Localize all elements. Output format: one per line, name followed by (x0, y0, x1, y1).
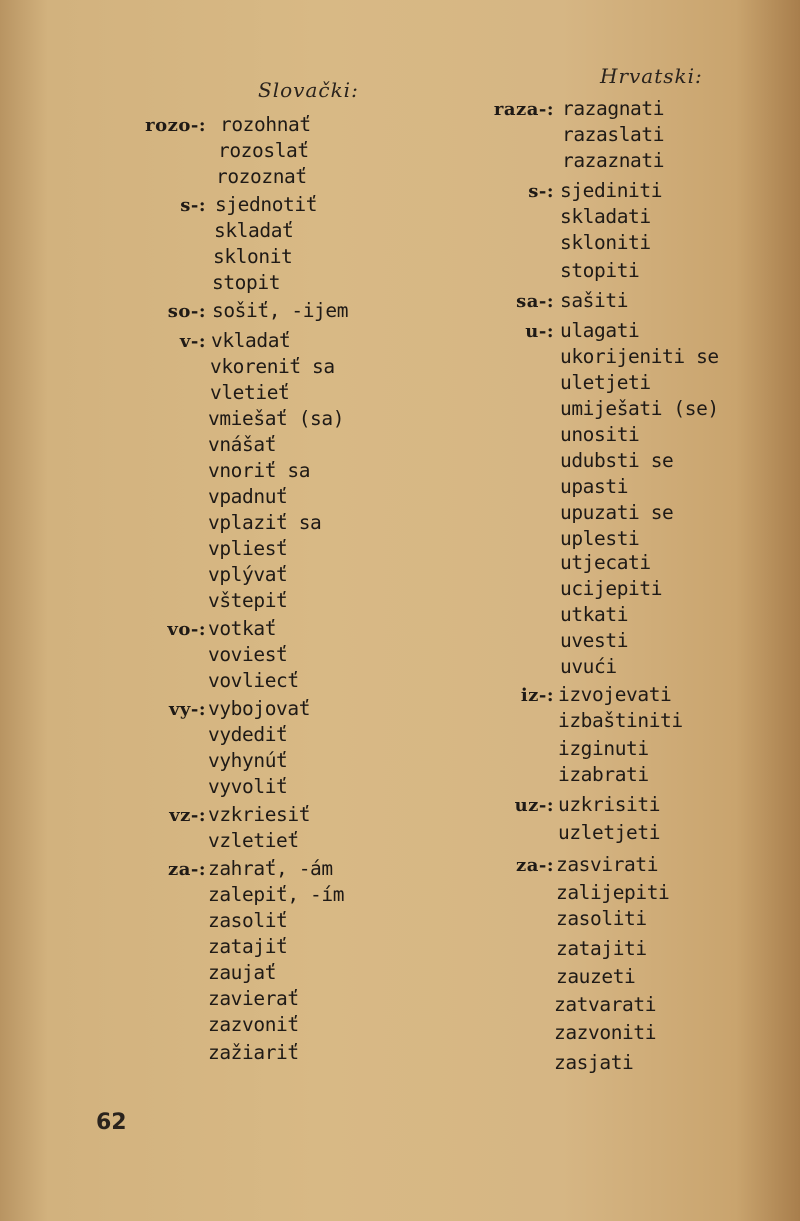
slovak-word: zazvoniť (208, 1013, 299, 1036)
slovak-word: vybojovať (208, 697, 311, 720)
slovak-column-heading: Slovački: (258, 78, 359, 102)
slovak-word: vnoriť sa (208, 459, 311, 482)
croatian-word: zasoliti (556, 907, 647, 930)
slovak-word: vplaziť sa (208, 511, 322, 534)
croatian-word: zasvirati (556, 853, 659, 876)
croatian-word: unositi (560, 423, 640, 446)
slovak-word: zažiariť (208, 1041, 299, 1064)
slovak-word: rozohnať (220, 113, 311, 136)
croatian-prefix: u-: (525, 321, 554, 342)
slovak-prefix: so-: (167, 301, 206, 322)
croatian-word: stopiti (560, 259, 640, 282)
slovak-word: zasoliť (208, 909, 288, 932)
slovak-word: vnášať (208, 433, 277, 456)
slovak-prefix: vz-: (169, 805, 206, 826)
slovak-word: vmiešať (sa) (208, 407, 345, 430)
slovak-word: vletieť (210, 381, 290, 404)
croatian-word: ukorijeniti se (560, 345, 719, 368)
croatian-word: izbaštiniti (558, 709, 683, 732)
slovak-word: vpliesť (208, 537, 288, 560)
croatian-word: umiješati (se) (560, 397, 719, 420)
croatian-word: izabrati (558, 763, 649, 786)
croatian-word: uzkrisiti (558, 793, 661, 816)
croatian-word: zauzeti (556, 965, 636, 988)
croatian-word: udubsti se (560, 449, 674, 472)
slovak-word: vydediť (208, 723, 288, 746)
slovak-word: zalepiť, -ím (208, 883, 345, 906)
croatian-prefix: s-: (528, 181, 554, 202)
slovak-prefix: vy-: (168, 699, 206, 720)
slovak-prefix: vo-: (167, 619, 206, 640)
croatian-word: skloniti (560, 231, 651, 254)
croatian-word: zatvarati (554, 993, 657, 1016)
croatian-word: razagnati (562, 97, 665, 120)
croatian-word: ulagati (560, 319, 640, 342)
croatian-word: upasti (560, 475, 629, 498)
croatian-prefix: za-: (516, 855, 554, 876)
croatian-word: sašiti (560, 289, 629, 312)
slovak-word: vpadnuť (208, 485, 288, 508)
croatian-prefix: iz-: (520, 685, 554, 706)
slovak-word: vštepiť (208, 589, 288, 612)
slovak-word: voviesť (208, 643, 288, 666)
croatian-word: zasjati (554, 1051, 634, 1074)
croatian-word: sjediniti (560, 179, 663, 202)
slovak-word: vplývať (208, 563, 288, 586)
croatian-word: izginuti (558, 737, 649, 760)
slovak-word: rozoznať (216, 165, 307, 188)
croatian-word: uzletjeti (558, 821, 661, 844)
slovak-word: vkladať (211, 329, 291, 352)
croatian-word: zalijepiti (556, 881, 670, 904)
croatian-column-heading: Hrvatski: (600, 64, 703, 88)
slovak-prefix: za-: (168, 859, 206, 880)
slovak-word: stopit (212, 271, 281, 294)
slovak-word: zahrať, -ám (208, 857, 333, 880)
croatian-word: uletjeti (560, 371, 651, 394)
croatian-word: razaslati (562, 123, 665, 146)
croatian-word: zazvoniti (554, 1021, 657, 1044)
slovak-word: sklonit (213, 245, 293, 268)
slovak-word: vovliecť (208, 669, 299, 692)
croatian-word: uvući (560, 655, 617, 678)
slovak-word: zavierať (208, 987, 299, 1010)
croatian-word: uvesti (560, 629, 629, 652)
slovak-word: zatajiť (208, 935, 288, 958)
croatian-word: ucijepiti (560, 577, 663, 600)
slovak-prefix: v-: (179, 331, 206, 352)
slovak-word: sošiť, -ijem (212, 299, 349, 322)
slovak-prefix: rozo-: (145, 115, 206, 136)
slovak-prefix: s-: (180, 195, 206, 216)
croatian-prefix: sa-: (516, 291, 554, 312)
slovak-word: vyhynúť (208, 749, 288, 772)
croatian-prefix: raza-: (493, 99, 554, 120)
page-number: 62 (96, 1110, 127, 1135)
slovak-word: vkoreniť sa (210, 355, 335, 378)
croatian-word: zatajiti (556, 937, 647, 960)
croatian-word: upuzati se (560, 501, 674, 524)
slovak-word: zaujať (208, 961, 277, 984)
croatian-word: razaznati (562, 149, 665, 172)
croatian-word: izvojevati (558, 683, 672, 706)
slovak-word: sjednotiť (215, 193, 318, 216)
croatian-word: uplesti (560, 527, 640, 550)
croatian-word: utjecati (560, 551, 651, 574)
slovak-word: vyvoliť (208, 775, 288, 798)
croatian-word: utkati (560, 603, 629, 626)
slovak-word: rozoslať (218, 139, 309, 162)
slovak-word: vzkriesiť (208, 803, 311, 826)
slovak-word: skladať (214, 219, 294, 242)
slovak-word: vzletieť (208, 829, 299, 852)
croatian-word: skladati (560, 205, 651, 228)
croatian-prefix: uz-: (514, 795, 554, 816)
slovak-word: votkať (208, 617, 277, 640)
